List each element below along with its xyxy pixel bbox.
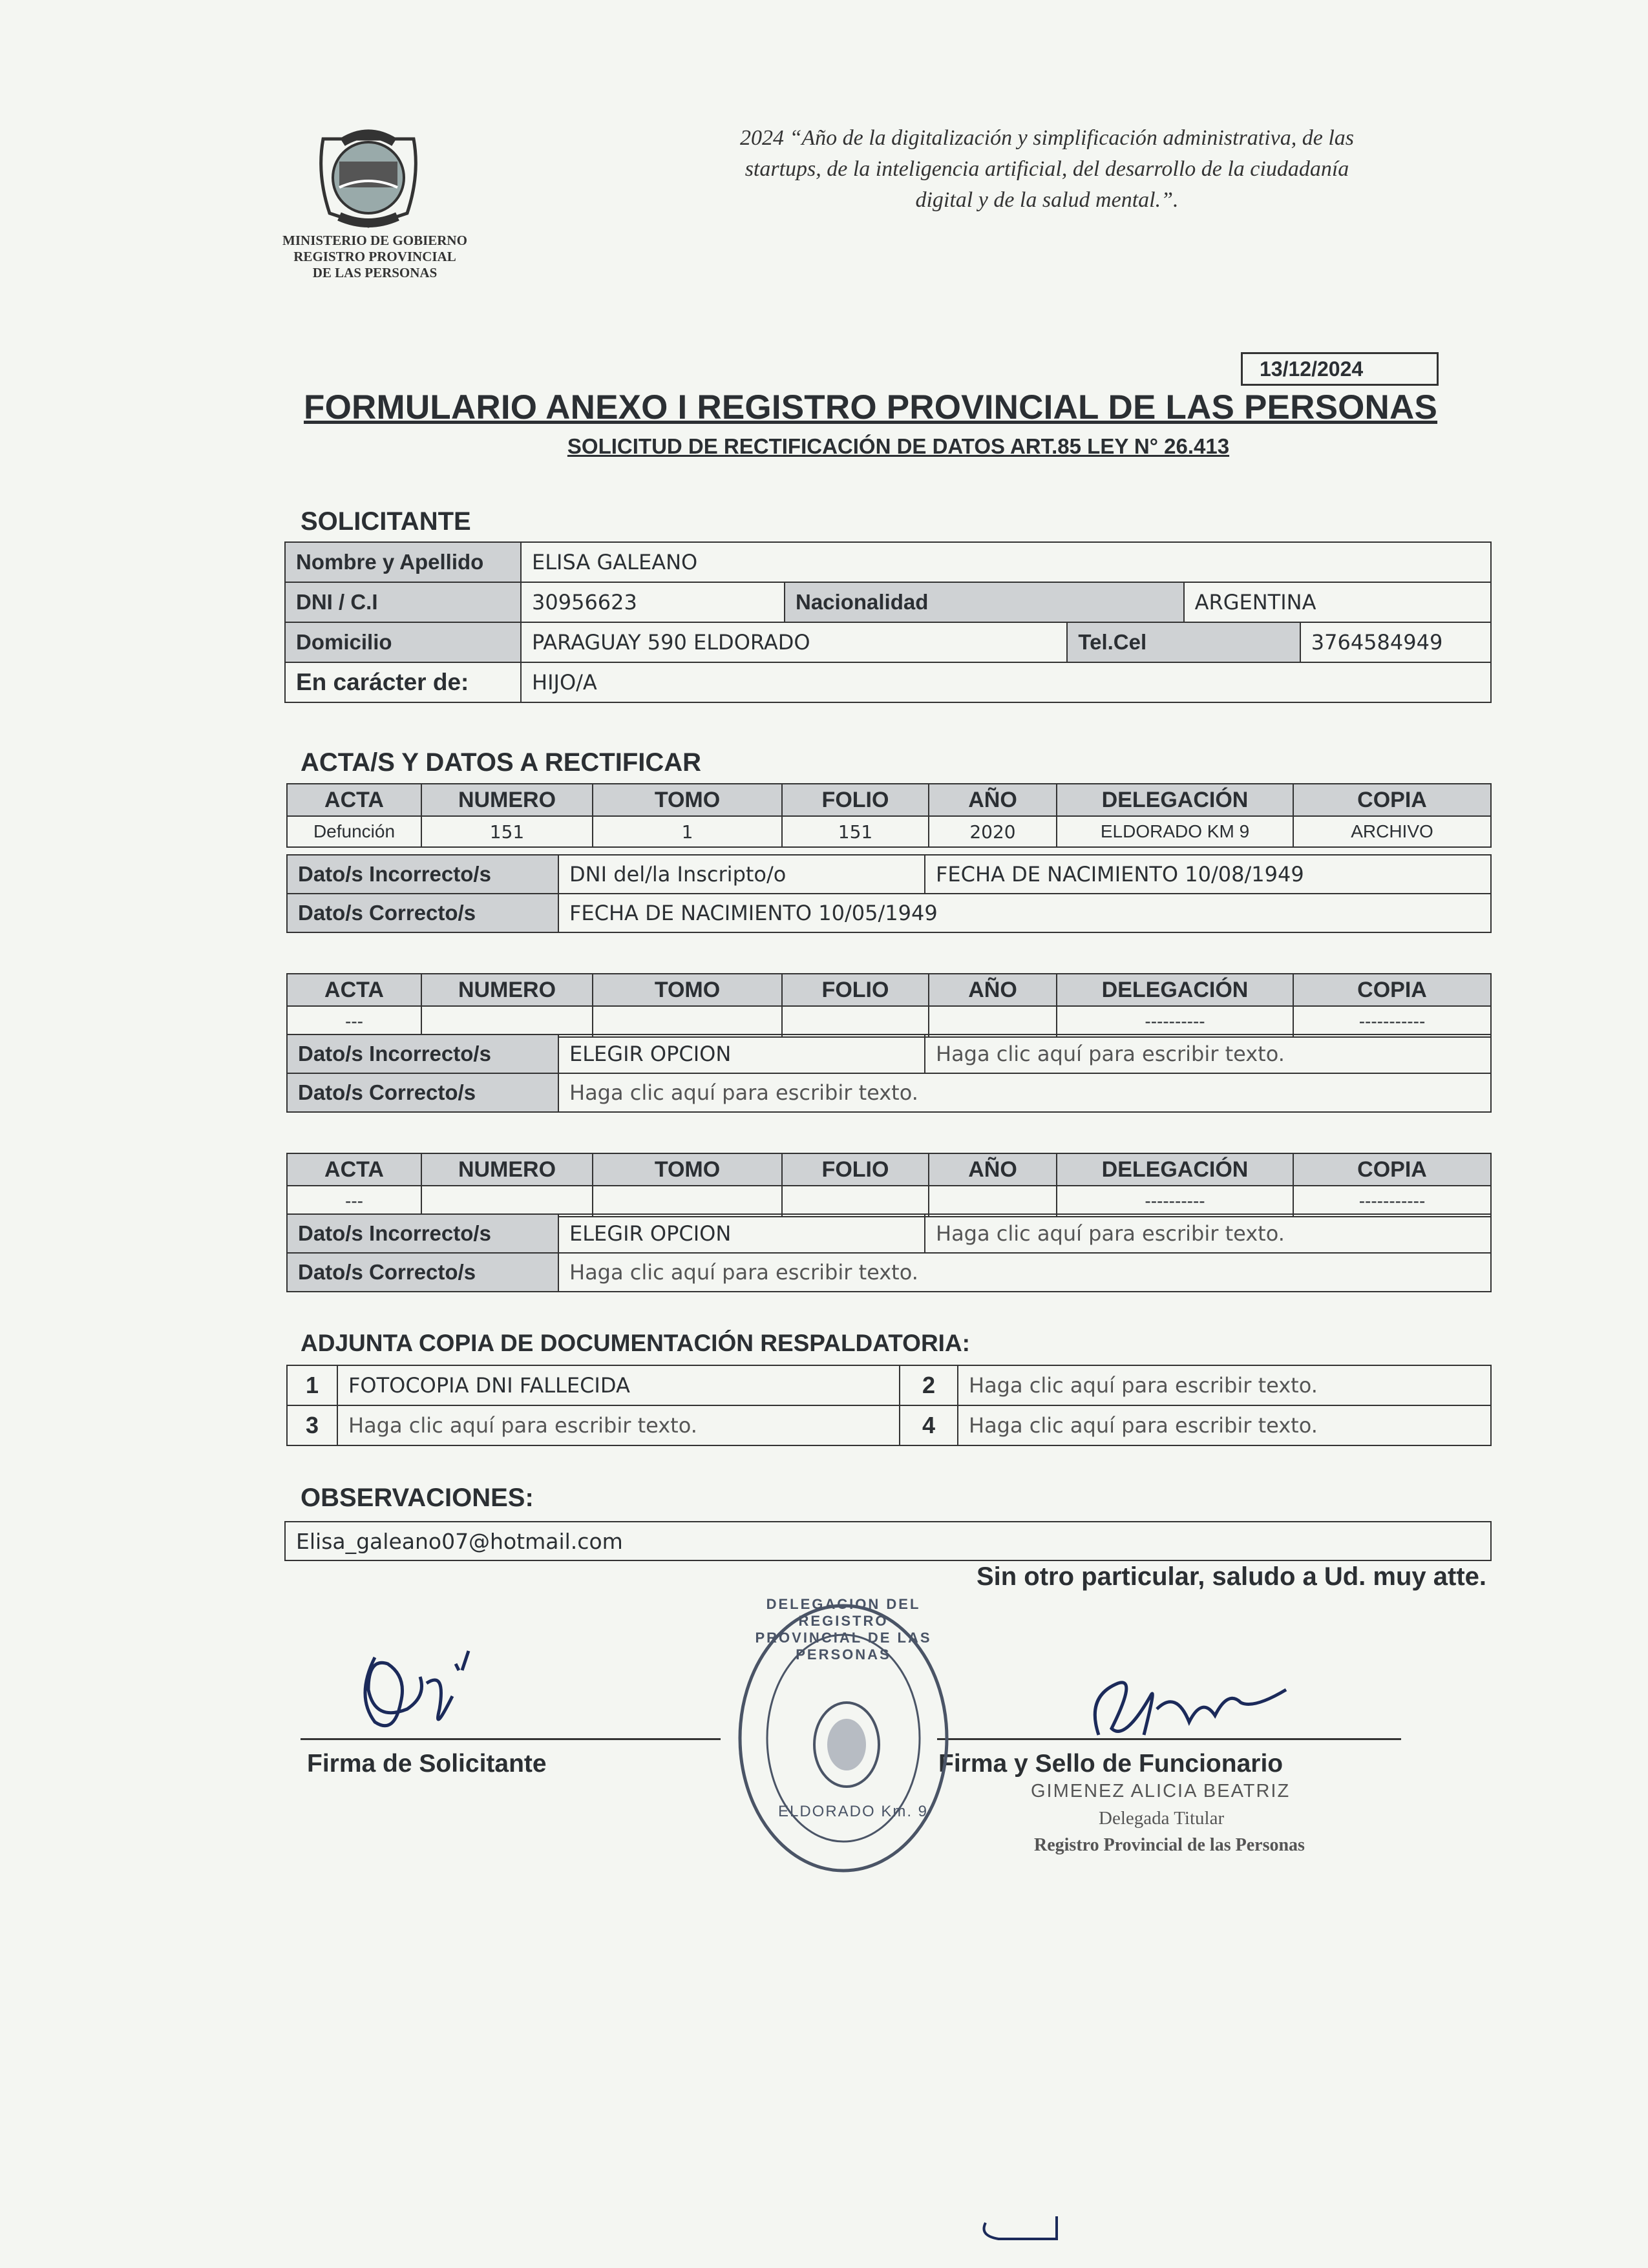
col-folio: FOLIO [782, 1153, 929, 1186]
nacionalidad-label: Nacionalidad [785, 582, 1184, 622]
year-motto: 2024 “Año de la digitalización y simplificación administrativa, de las startups, de la inteligencia artificial, del desarrollo de la ciudadanía digital y de la salud mental.”. [739, 126, 1355, 212]
folio-cell[interactable] [782, 1006, 929, 1037]
adjunto-field[interactable]: Haga clic aquí para escribir texto. [337, 1405, 900, 1445]
acta-row [287, 1186, 1491, 1217]
numero-cell[interactable] [421, 1006, 593, 1037]
acta-header-row [287, 1153, 1491, 1186]
copia-cell[interactable]: ----------- [1293, 1006, 1491, 1037]
col-tomo: TOMO [593, 974, 782, 1006]
correct-field[interactable]: FECHA DE NACIMIENTO 10/05/1949 [558, 894, 1491, 932]
col-copia: COPIA [1293, 974, 1491, 1006]
delegacion-cell[interactable]: ---------- [1057, 1186, 1293, 1217]
acta-row [287, 816, 1491, 847]
adjunto-number: 1 [287, 1365, 337, 1405]
acta-cell[interactable]: --- [287, 1186, 421, 1217]
adjunto-number: 4 [900, 1405, 958, 1445]
solicitante-signature-line [301, 1738, 721, 1740]
col-numero: NUMERO [421, 974, 593, 1006]
incorrect-label: Dato/s Incorrecto/s [287, 1214, 558, 1253]
stamp-place: ELDORADO Km. 9 [777, 1803, 929, 1820]
solicitante-signature-label: Firma de Solicitante [307, 1750, 547, 1778]
col-tomo: TOMO [593, 784, 782, 816]
col-numero: NUMERO [421, 1153, 593, 1186]
funcionario-role: Delegada Titular [1099, 1808, 1225, 1829]
copia-cell[interactable]: ----------- [1293, 1186, 1491, 1217]
col-copia: COPIA [1293, 1153, 1491, 1186]
correct-field[interactable]: Haga clic aquí para escribir texto. [558, 1073, 1491, 1112]
incorrect-label: Dato/s Incorrecto/s [287, 855, 558, 894]
domicilio-field[interactable]: PARAGUAY 590 ELDORADO [521, 622, 1067, 662]
form-subtitle: SOLICITUD DE RECTIFICACIÓN DE DATOS ART.85 LEY N° 26.413 [567, 434, 1230, 458]
incorrect-label: Dato/s Incorrecto/s [287, 1034, 558, 1073]
correct-label: Dato/s Correcto/s [287, 894, 558, 932]
tomo-cell[interactable]: 1 [593, 816, 782, 847]
dni-field[interactable]: 30956623 [521, 582, 785, 622]
adjunto-field[interactable]: Haga clic aquí para escribir texto. [958, 1365, 1491, 1405]
incorrect-field-b[interactable]: FECHA DE NACIMIENTO 10/08/1949 [925, 855, 1491, 894]
correct-label: Dato/s Correcto/s [287, 1253, 558, 1292]
col-anio: AÑO [929, 784, 1057, 816]
acta-table-2 [286, 973, 1492, 1038]
observaciones-field[interactable]: Elisa_galeano07@hotmail.com [284, 1521, 1492, 1561]
folio-cell[interactable]: 151 [782, 816, 929, 847]
funcionario-signature-line [937, 1738, 1401, 1740]
closing-text: Sin otro particular, saludo a Ud. muy atte. [976, 1562, 1486, 1591]
observaciones-heading: OBSERVACIONES: [301, 1484, 534, 1512]
anio-cell[interactable] [929, 1006, 1057, 1037]
adjunto-field[interactable]: FOTOCOPIA DNI FALLECIDA [337, 1365, 900, 1405]
nombre-label: Nombre y Apellido [285, 542, 521, 582]
col-numero: NUMERO [421, 784, 593, 816]
adjunto-field[interactable]: Haga clic aquí para escribir texto. [958, 1405, 1491, 1445]
col-folio: FOLIO [782, 974, 929, 1006]
incorrect-field-a[interactable]: DNI del/la Inscripto/o [558, 855, 925, 894]
col-delegacion: DELEGACIÓN [1057, 1153, 1293, 1186]
tel-label: Tel.Cel [1067, 622, 1300, 662]
folio-cell[interactable] [782, 1186, 929, 1217]
tomo-cell[interactable] [593, 1186, 782, 1217]
col-folio: FOLIO [782, 784, 929, 816]
caracter-field[interactable]: HIJO/A [521, 662, 1491, 702]
col-acta: ACTA [287, 974, 421, 1006]
acta-cell[interactable]: --- [287, 1006, 421, 1037]
acta-datos-3 [286, 1213, 1492, 1292]
col-delegacion: DELEGACIÓN [1057, 974, 1293, 1006]
incorrect-field-b[interactable]: Haga clic aquí para escribir texto. [925, 1214, 1491, 1253]
col-delegacion: DELEGACIÓN [1057, 784, 1293, 816]
caracter-label: En carácter de: [285, 662, 521, 702]
funcionario-org: Registro Provincial de las Personas [1034, 1835, 1305, 1855]
anio-cell[interactable]: 2020 [929, 816, 1057, 847]
adjunta-table [286, 1365, 1492, 1446]
province-seal [304, 123, 433, 233]
incorrect-option-select[interactable]: ELEGIR OPCION [558, 1034, 925, 1073]
col-acta: ACTA [287, 1153, 421, 1186]
col-tomo: TOMO [593, 1153, 782, 1186]
delegacion-cell[interactable]: ---------- [1057, 1006, 1293, 1037]
tomo-cell[interactable] [593, 1006, 782, 1037]
funcionario-signature-label: Firma y Sello de Funcionario [938, 1750, 1284, 1778]
acta-table-1 [286, 783, 1492, 848]
solicitante-table [284, 541, 1492, 703]
actas-heading: ACTA/S Y DATOS A RECTIFICAR [301, 748, 702, 777]
dni-label: DNI / C.I [285, 582, 521, 622]
acta-header-row [287, 784, 1491, 816]
adjunto-number: 3 [287, 1405, 337, 1445]
nacionalidad-field[interactable]: ARGENTINA [1184, 582, 1491, 622]
correct-field[interactable]: Haga clic aquí para escribir texto. [558, 1253, 1491, 1292]
funcionario-signature [1060, 1670, 1318, 1758]
solicitante-heading: SOLICITANTE [301, 507, 471, 536]
acta-table-3 [286, 1153, 1492, 1217]
anio-cell[interactable] [929, 1186, 1057, 1217]
date-field[interactable]: 13/12/2024 [1241, 352, 1439, 386]
funcionario-name: GIMENEZ ALICIA BEATRIZ [1031, 1781, 1291, 1801]
tel-field[interactable]: 3764584949 [1300, 622, 1491, 662]
acta-datos-2 [286, 1034, 1492, 1113]
col-acta: ACTA [287, 784, 421, 816]
numero-cell[interactable] [421, 1186, 593, 1217]
ministry-name: MINISTERIO DE GOBIERNO REGISTRO PROVINCIAL DE LAS PERSONAS [282, 233, 467, 280]
incorrect-field-b[interactable]: Haga clic aquí para escribir texto. [925, 1034, 1491, 1073]
acta-row [287, 1006, 1491, 1037]
acta-header-row [287, 974, 1491, 1006]
numero-cell[interactable]: 151 [421, 816, 593, 847]
stamp-ring-text: DELEGACION DEL REGISTRO PROVINCIAL DE LAS PERSONAS [755, 1596, 932, 1663]
acta-cell[interactable]: Defunción [287, 816, 421, 847]
adjunta-heading: ADJUNTA COPIA DE DOCUMENTACIÓN RESPALDATORIA: [301, 1330, 970, 1356]
solicitante-signature [349, 1638, 504, 1751]
form-title: FORMULARIO ANEXO I REGISTRO PROVINCIAL DE LAS PERSONAS [304, 388, 1438, 426]
col-copia: COPIA [1293, 784, 1491, 816]
acta-datos-1 [286, 854, 1492, 933]
delegacion-cell[interactable]: ELDORADO KM 9 [1057, 816, 1293, 847]
nombre-field[interactable]: ELISA GALEANO [521, 542, 1491, 582]
copia-cell[interactable]: ARCHIVO [1293, 816, 1491, 847]
correct-label: Dato/s Correcto/s [287, 1073, 558, 1112]
col-anio: AÑO [929, 1153, 1057, 1186]
col-anio: AÑO [929, 974, 1057, 1006]
domicilio-label: Domicilio [285, 622, 521, 662]
bottom-mark [973, 2210, 1063, 2252]
adjunto-number: 2 [900, 1365, 958, 1405]
incorrect-option-select[interactable]: ELEGIR OPCION [558, 1214, 925, 1253]
